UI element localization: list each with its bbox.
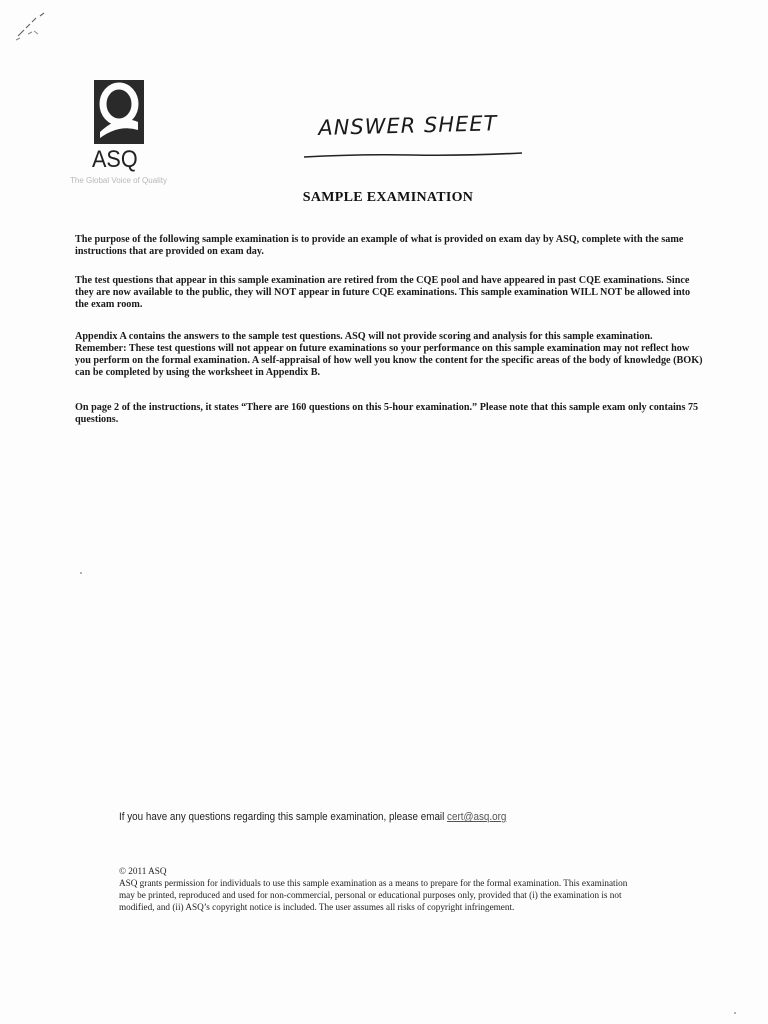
logo-tagline: The Global Voice of Quality — [70, 176, 167, 185]
paragraph-purpose: The purpose of the following sample examination is to provide an example of what is provided on exam day by ASQ, complete with the same instructions that are provided on exam day. — [75, 234, 684, 257]
page-title-text: SAMPLE EXAMINATION — [302, 190, 474, 205]
logo-name: ASQ — [92, 146, 138, 173]
copyright-line: © 2011 ASQ — [119, 866, 167, 876]
copyright-block — [119, 865, 639, 913]
asq-q-logo-icon — [94, 80, 144, 144]
contact-line — [119, 811, 506, 823]
copyright-notice: ASQ grants permission for individuals to use this sample examination as a means to prepare for the formal examination. This examination may be printed, reproduced and used for non-commercial, personal or educational purposes only, provided that (i) the examination is not modified, and (ii) ASQ’s copyright notice is included. The user assumes all risks of copyright infringement. — [119, 878, 628, 912]
scan-speck — [80, 572, 82, 574]
page-title — [0, 190, 768, 206]
handwritten-title: ANSWER SHEET — [318, 111, 498, 140]
scan-speck — [734, 1012, 736, 1014]
contact-email-link[interactable]: cert@asq.org — [447, 811, 507, 823]
contact-text: If you have any questions regarding this sample examination, please email — [119, 811, 448, 823]
handwritten-underline — [302, 150, 524, 160]
paragraph-question-count: On page 2 of the instructions, it states “There are 160 questions on this 5-hour examination.” Please note that this sample exam only contains 75 questions. — [75, 402, 699, 425]
scan-artifact-marks — [14, 12, 54, 42]
paragraph-appendix: Appendix A contains the answers to the sample test questions. ASQ will not provide scoring and analysis for this sample examination. Remember: These test questions will not appear on future examinations so your performance on this sample examination may not reflect how you perform on the formal examination. A self-appraisal of how well you know the content for the specific areas of the body of knowledge (BOK) can be completed by using the worksheet in Appendix B. — [75, 331, 703, 378]
asq-logo — [70, 78, 180, 188]
paragraph-retired-questions: The test questions that appear in this sample examination are retired from the CQE pool and have appeared in past CQE examinations. Since they are now available to the public, they will NOT appear in future CQE examinations. This sample examination WILL NOT be allowed into the exam room. — [75, 275, 691, 310]
